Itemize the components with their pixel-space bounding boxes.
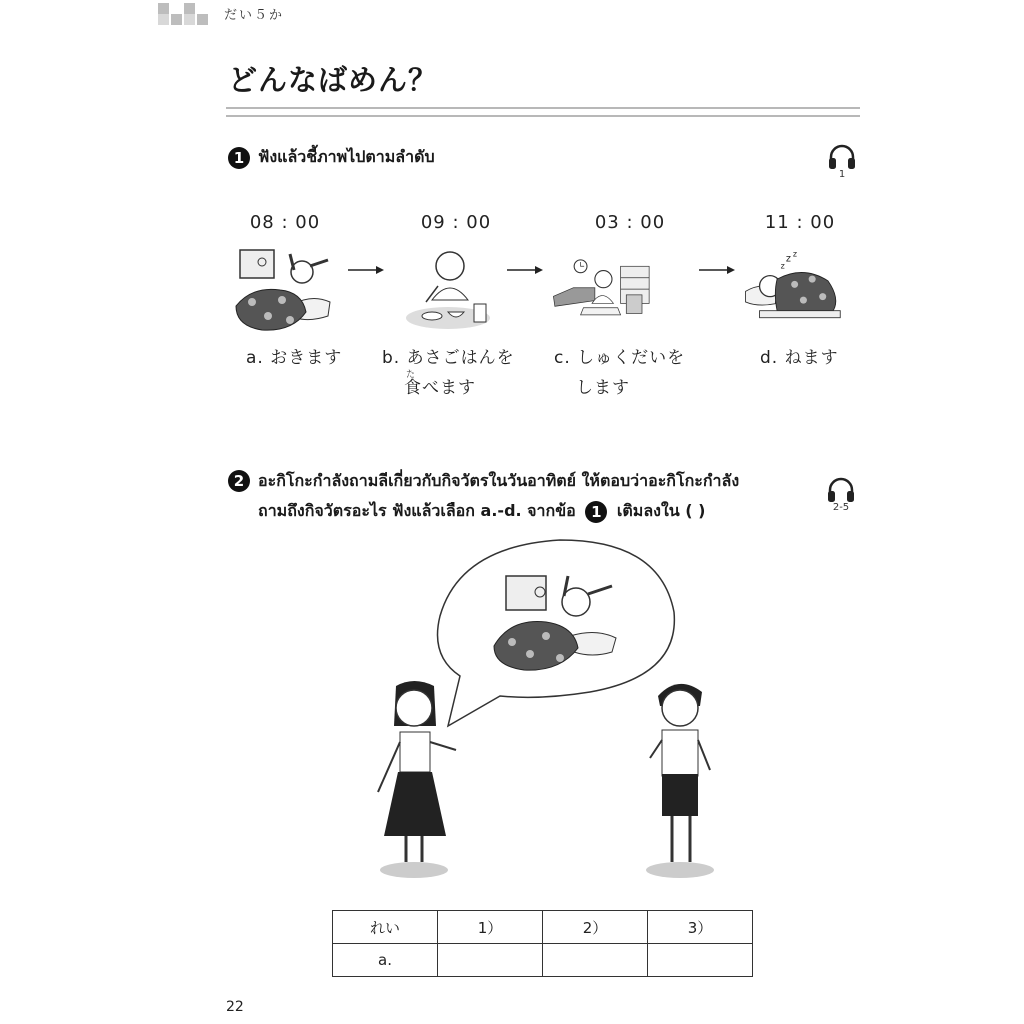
audio-track-number: 2-5	[832, 502, 850, 513]
girl-character	[378, 681, 456, 878]
conversation-illustration	[360, 536, 740, 886]
svg-text:z: z	[792, 249, 798, 259]
time-4: 11 : 00	[764, 212, 836, 233]
sequence-arrow-icon	[699, 265, 735, 275]
answer-cell-example: a.	[333, 944, 438, 977]
exercise-1-reference: 1	[585, 501, 607, 523]
furigana: た	[406, 370, 416, 380]
sleeping-scene	[742, 244, 842, 330]
headphones-icon	[826, 477, 856, 503]
table-header-cell: 2）	[543, 911, 648, 944]
activity-label-a: a. おきます	[246, 348, 343, 368]
answer-cell-3[interactable]	[648, 944, 753, 977]
instruction-text: เติมลงใน ( )	[616, 501, 706, 520]
lesson-label: だい５か	[224, 8, 285, 23]
exercise-1-number: 1	[228, 147, 250, 169]
table-header-cell: 1）	[438, 911, 543, 944]
exercise-1-instruction: ฟังแล้วชี้ภาพไปตามลำดับ	[258, 147, 435, 166]
sequence-arrow-icon	[507, 265, 543, 275]
title-divider	[226, 107, 860, 117]
audio-track-1[interactable]	[826, 144, 858, 190]
exercise-2-instruction-line1: อะกิโกะกำลังถามลีเกี่ยวกับกิจวัตรในวันอาทิตย์ ให้ตอบว่าอะกิโกะกำลัง	[258, 471, 740, 490]
page-number: 22	[226, 999, 244, 1015]
activity-label-c: c. しゅくだいを	[554, 348, 686, 368]
activity-label-b-line2: 食べます	[404, 378, 476, 398]
instruction-text: ถามถึงกิจวัตรอะไร ฟังแล้วเลือก a.-d. จากข้อ	[258, 501, 576, 520]
time-2: 09 : 00	[420, 212, 492, 233]
activity-label-c-line2: します	[576, 378, 630, 398]
waking-up-scene	[232, 246, 332, 332]
boy-character	[646, 684, 714, 878]
table-row	[333, 944, 753, 977]
header-checker-decoration	[158, 3, 210, 27]
table-header-row	[333, 911, 753, 944]
svg-text:z: z	[785, 253, 791, 265]
audio-track-2-5[interactable]	[824, 477, 858, 523]
eating-breakfast-scene	[404, 246, 504, 332]
page-title: どんなばめん？	[228, 63, 439, 97]
table-header-cell: れい	[333, 911, 438, 944]
activity-label-d: d. ねます	[760, 348, 839, 368]
answer-cell-2[interactable]	[543, 944, 648, 977]
audio-track-number: 1	[838, 169, 846, 180]
exercise-2-instruction-line2	[258, 496, 705, 526]
answer-table	[332, 910, 753, 977]
table-header-cell: 3）	[648, 911, 753, 944]
svg-text:z: z	[780, 261, 785, 271]
sequence-arrow-icon	[348, 265, 384, 275]
answer-cell-1[interactable]	[438, 944, 543, 977]
time-3: 03 : 00	[594, 212, 666, 233]
time-1: 08 : 00	[249, 212, 321, 233]
doing-homework-scene	[552, 244, 652, 330]
headphones-icon	[827, 144, 857, 170]
activity-label-b: b. あさごはんを	[382, 348, 515, 368]
exercise-2-number: 2	[228, 470, 250, 492]
